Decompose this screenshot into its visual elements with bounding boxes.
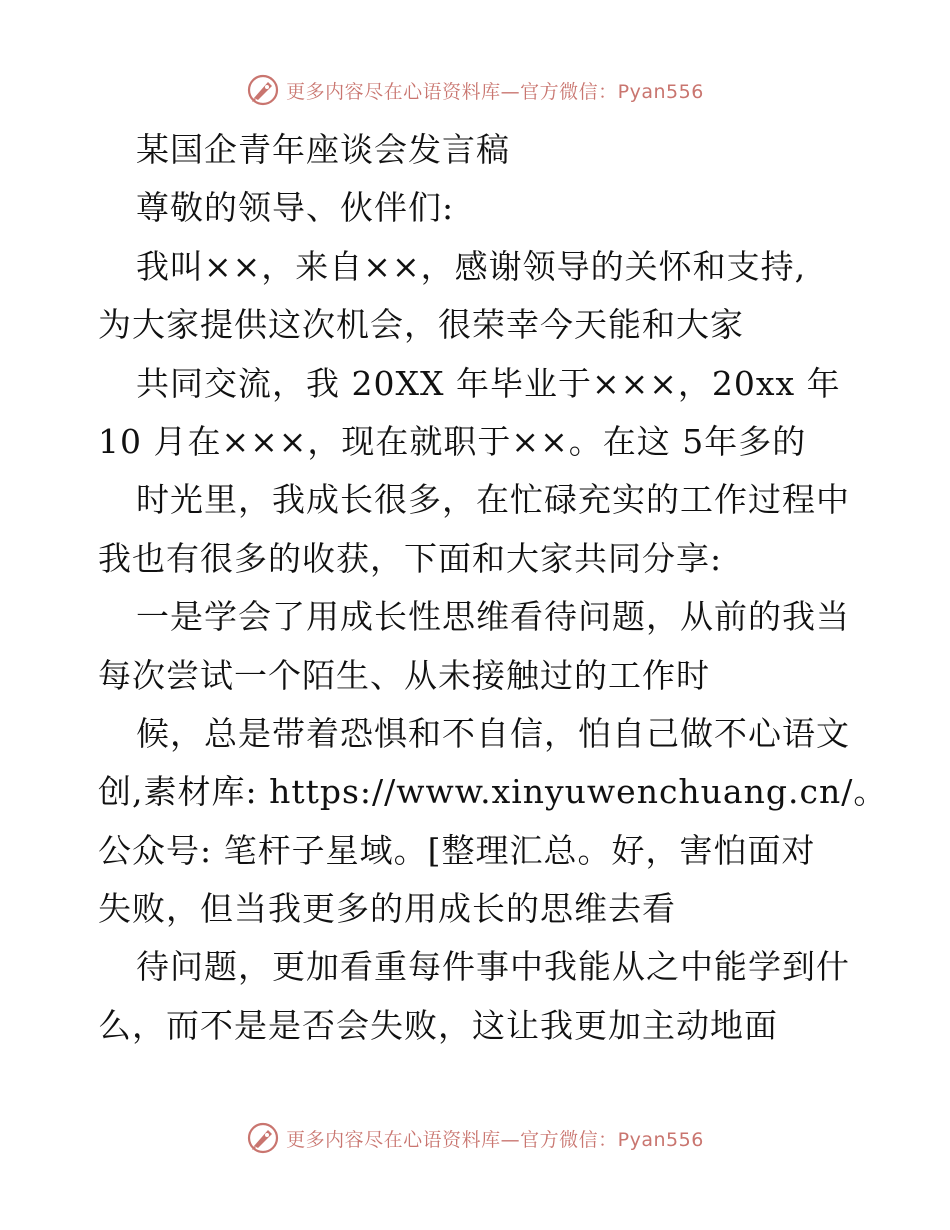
paragraph-line: 为大家提供这次机会，很荣幸今天能和大家 bbox=[98, 305, 744, 345]
paragraph-line: 我叫××，来自××，感谢领导的关怀和支持, bbox=[136, 246, 807, 286]
paragraph-line: 待问题，更加看重每件事中我能从之中能学到什 bbox=[136, 947, 850, 987]
paragraph-line: 一是学会了用成长性思维看待问题，从前的我当 bbox=[136, 597, 850, 637]
paragraph-line: 10 月在×××，现在就职于××。在这 5年多的 bbox=[98, 421, 807, 461]
header-banner-text: 更多内容尽在心语资料库—官方微信：Pyan556 bbox=[286, 80, 704, 103]
pen-nib-logo-icon bbox=[246, 73, 280, 107]
paragraph-line: 每次尝试一个陌生、从未接触过的工作时 bbox=[98, 655, 710, 695]
paragraph-line: 共同交流，我 20XX 年毕业于×××，20xx 年 bbox=[136, 363, 841, 403]
pen-nib-logo-icon bbox=[246, 1121, 280, 1155]
paragraph-line: 时光里，我成长很多，在忙碌充实的工作过程中 bbox=[136, 480, 850, 520]
paragraph-line: 失败，但当我更多的用成长的思维去看 bbox=[98, 889, 676, 929]
document-body bbox=[98, 121, 888, 1055]
salutation: 尊敬的领导、伙伴们: bbox=[136, 188, 455, 228]
paragraph-line: 公众号: 笔杆子星域。[整理汇总。好，害怕面对 bbox=[98, 830, 816, 870]
document-title: 某国企青年座谈会发言稿 bbox=[136, 130, 510, 169]
paragraph-line: 候，总是带着恐惧和不自信，怕自己做不心语文 bbox=[136, 713, 850, 753]
footer-banner-text: 更多内容尽在心语资料库—官方微信：Pyan556 bbox=[286, 1128, 704, 1151]
paragraph-line: 我也有很多的收获，下面和大家共同分享: bbox=[98, 538, 723, 578]
header-banner bbox=[0, 70, 950, 110]
footer-banner bbox=[0, 1118, 950, 1158]
paragraph-line: 么，而不是是否会失败，这让我更加主动地面 bbox=[98, 1005, 778, 1045]
paragraph-line: 创,素材库: https://www.xinyuwenchuang.cn/。 bbox=[98, 772, 888, 812]
